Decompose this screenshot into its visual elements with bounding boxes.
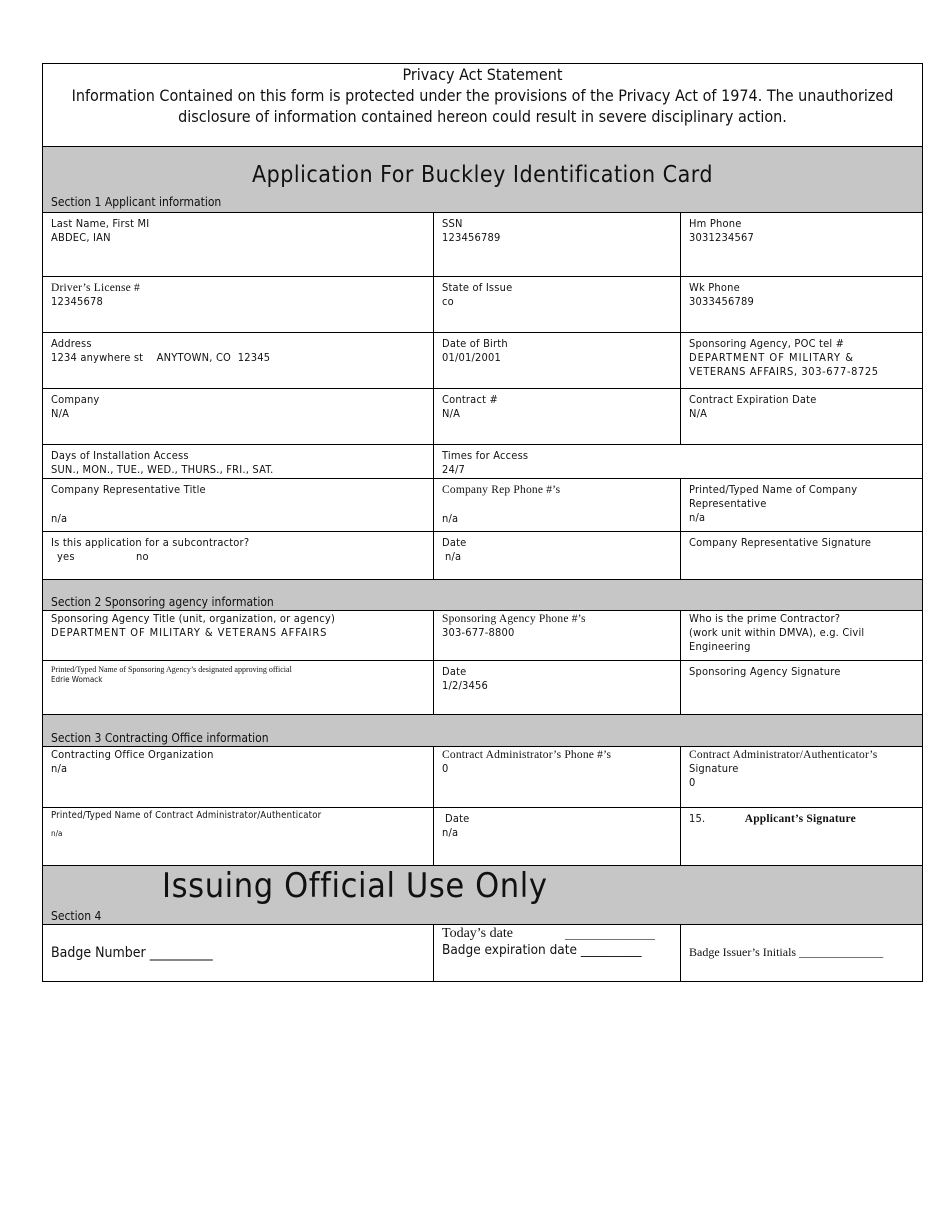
row-approving-official <box>43 660 922 714</box>
contract-number-value: N/A <box>442 407 461 420</box>
privacy-line-1: Information Contained on this form is protected under the provisions of the Privacy Act of 1974. The unauthorized <box>71 86 894 105</box>
contracting-date-value: n/a <box>442 826 459 839</box>
ssn-field[interactable] <box>433 213 680 276</box>
subcontractor-label: Is this application for a subcontractor? <box>51 536 250 549</box>
state-of-issue-field[interactable] <box>433 277 680 332</box>
admin-phone-value: 0 <box>442 762 449 775</box>
ssn-label: SSN <box>442 217 463 230</box>
row-name <box>43 212 922 276</box>
days-of-access-value: SUN., MON., TUE., WED., THURS., FRI., SAT. <box>51 463 274 476</box>
badge-number-label: Badge Number __________ <box>51 945 213 961</box>
admin-name-value: n/a <box>51 829 63 838</box>
approving-official-label: Printed/Typed Name of Sponsoring Agency’s designated approving official <box>51 665 292 674</box>
form-header <box>43 146 922 212</box>
rep-date-field[interactable] <box>433 532 680 579</box>
rep-name-label-2: Representative <box>689 497 767 510</box>
admin-name-label: Printed/Typed Name of Contract Administrator/Authenticator <box>51 810 322 821</box>
contract-expiration-field[interactable] <box>680 389 923 444</box>
drivers-license-label: Driver’s License # <box>51 282 140 294</box>
rep-name-value: n/a <box>689 511 706 524</box>
prime-contractor-label: Who is the prime Contractor? <box>689 612 841 625</box>
wk-phone-field[interactable] <box>680 277 923 332</box>
dob-label: Date of Birth <box>442 337 508 350</box>
sponsoring-signature-field[interactable] <box>680 661 923 714</box>
sponsoring-signature-label: Sponsoring Agency Signature <box>689 665 841 678</box>
subcontractor-no-option[interactable]: no <box>136 550 149 563</box>
row-subcontractor <box>43 531 922 579</box>
section-2-heading: Section 2 Sponsoring agency information <box>51 595 274 609</box>
rep-signature-label: Company Representative Signature <box>689 536 872 549</box>
row-sponsoring-agency <box>43 610 922 660</box>
subcontractor-yes-option[interactable]: yes <box>57 550 75 563</box>
contract-number-label: Contract # <box>442 393 499 406</box>
sponsoring-agency-poc-value-2: VETERANS AFFAIRS, 303-677-8725 <box>689 365 879 378</box>
privacy-line-2: disclosure of information contained hereon could result in severe disciplinary action. <box>178 107 787 126</box>
subcontractor-field <box>43 532 433 579</box>
company-value: N/A <box>51 407 70 420</box>
prime-contractor-value-1: (work unit within DMVA), e.g. Civil <box>689 626 865 639</box>
admin-signature-field[interactable] <box>680 747 923 807</box>
contracting-org-field[interactable] <box>43 747 433 807</box>
issuer-initials-label: Badge Issuer’s Initials ______________ <box>689 945 884 959</box>
sponsoring-agency-poc-value-1: DEPARTMENT OF MILITARY & <box>689 351 854 364</box>
hm-phone-field[interactable] <box>680 213 923 276</box>
drivers-license-field[interactable] <box>43 277 433 332</box>
hm-phone-label: Hm Phone <box>689 217 742 230</box>
dob-field[interactable] <box>433 333 680 388</box>
times-for-access-value: 24/7 <box>442 463 466 476</box>
row-license <box>43 276 922 332</box>
state-of-issue-value: co <box>442 295 454 308</box>
row-admin-name <box>43 807 922 865</box>
days-of-access-label: Days of Installation Access <box>51 449 189 462</box>
row-contracting-office <box>43 746 922 807</box>
sponsoring-phone-label: Sponsoring Agency Phone #’s <box>442 613 586 625</box>
todays-date-label: Today’s date <box>442 926 513 941</box>
times-for-access-field[interactable] <box>433 445 923 478</box>
name-value: ABDEC, IAN <box>51 231 111 244</box>
rep-phone-field[interactable] <box>433 479 680 531</box>
section-3-heading: Section 3 Contracting Office information <box>51 731 269 745</box>
sponsoring-title-field[interactable] <box>43 611 433 660</box>
privacy-title: Privacy Act Statement <box>402 65 563 84</box>
badge-expiration-label: Badge expiration date __________ <box>442 942 642 958</box>
row-company <box>43 388 922 444</box>
approving-official-value: Edrie Womack <box>51 675 103 684</box>
rep-name-label-1: Printed/Typed Name of Company <box>689 483 858 496</box>
rep-name-field[interactable] <box>680 479 923 531</box>
sponsoring-date-value: 1/2/3456 <box>442 679 489 692</box>
address-field[interactable] <box>43 333 433 388</box>
issuer-initials-field[interactable] <box>680 925 923 981</box>
company-label: Company <box>51 393 100 406</box>
rep-signature-field[interactable] <box>680 532 923 579</box>
name-label: Last Name, First MI <box>51 217 150 230</box>
address-label: Address <box>51 337 92 350</box>
todays-date-line <box>442 926 672 942</box>
admin-signature-label-2: Signature <box>689 762 739 775</box>
name-field[interactable] <box>43 213 433 276</box>
address-value: 1234 anywhere st ANYTOWN, CO 12345 <box>51 351 271 364</box>
admin-phone-field[interactable] <box>433 747 680 807</box>
sponsoring-title-value: DEPARTMENT OF MILITARY & VETERANS AFFAIRS <box>51 626 328 639</box>
approving-official-field[interactable] <box>43 661 433 714</box>
todays-date-blank: _______________ <box>565 927 655 941</box>
privacy-act-statement <box>43 64 922 146</box>
section-3-bar <box>43 714 922 746</box>
badge-dates-field[interactable] <box>433 925 680 981</box>
drivers-license-value: 12345678 <box>51 295 103 308</box>
sponsoring-phone-value: 303-677-8800 <box>442 626 515 639</box>
dob-value: 01/01/2001 <box>442 351 502 364</box>
section-2-bar <box>43 579 922 610</box>
company-field[interactable] <box>43 389 433 444</box>
hm-phone-value: 3031234567 <box>689 231 754 244</box>
rep-title-value: n/a <box>51 512 68 525</box>
rep-phone-label: Company Rep Phone #’s <box>442 484 561 496</box>
contract-expiration-label: Contract Expiration Date <box>689 393 817 406</box>
contracting-org-value: n/a <box>51 762 68 775</box>
ssn-value: 123456789 <box>442 231 501 244</box>
contracting-date-field[interactable] <box>433 808 680 865</box>
times-for-access-label: Times for Access <box>442 449 529 462</box>
admin-signature-label-1: Contract Administrator/Authenticator’s <box>689 749 878 761</box>
admin-phone-label: Contract Administrator’s Phone #’s <box>442 749 612 761</box>
contracting-date-label: Date <box>445 812 470 825</box>
applicant-signature-line <box>689 812 915 826</box>
badge-number-field[interactable] <box>43 925 433 981</box>
prime-contractor-value-2: Engineering <box>689 640 751 653</box>
admin-name-field[interactable] <box>43 808 433 865</box>
admin-signature-value: 0 <box>689 776 696 789</box>
prime-contractor-field[interactable] <box>680 611 923 660</box>
issuing-official-title: Issuing Official Use Only <box>162 866 548 906</box>
applicant-signature-field[interactable] <box>680 808 923 865</box>
contract-number-field[interactable] <box>433 389 680 444</box>
days-of-access-field[interactable] <box>43 445 433 478</box>
contract-expiration-value: N/A <box>689 407 708 420</box>
rep-phone-value: n/a <box>442 512 459 525</box>
section-4-heading: Section 4 <box>51 909 102 923</box>
subcontractor-options <box>51 550 425 564</box>
state-of-issue-label: State of Issue <box>442 281 513 294</box>
section-4-bar <box>43 865 922 924</box>
rep-date-label: Date <box>442 536 467 549</box>
row-access <box>43 444 922 478</box>
rep-date-value: n/a <box>445 550 462 563</box>
sponsoring-date-label: Date <box>442 665 467 678</box>
contracting-org-label: Contracting Office Organization <box>51 748 214 761</box>
sponsoring-title-label: Sponsoring Agency Title (unit, organization, or agency) <box>51 612 336 625</box>
row-address <box>43 332 922 388</box>
wk-phone-value: 3033456789 <box>689 295 754 308</box>
form-title: Application For Buckley Identification Card <box>251 162 714 188</box>
section-1-heading: Section 1 Applicant information <box>51 195 222 209</box>
sponsoring-agency-poc-field[interactable] <box>680 333 923 388</box>
row-company-rep <box>43 478 922 531</box>
sponsoring-phone-field[interactable] <box>433 611 680 660</box>
applicant-signature-label: Applicant’s Signature <box>744 813 856 825</box>
row-badge <box>43 924 922 981</box>
rep-title-field[interactable] <box>43 479 433 531</box>
applicant-signature-number: 15. <box>689 812 706 825</box>
sponsoring-date-field[interactable] <box>433 661 680 714</box>
application-form <box>42 63 923 982</box>
wk-phone-label: Wk Phone <box>689 281 740 294</box>
sponsoring-agency-poc-label: Sponsoring Agency, POC tel # <box>689 337 845 350</box>
rep-title-label: Company Representative Title <box>51 483 206 496</box>
